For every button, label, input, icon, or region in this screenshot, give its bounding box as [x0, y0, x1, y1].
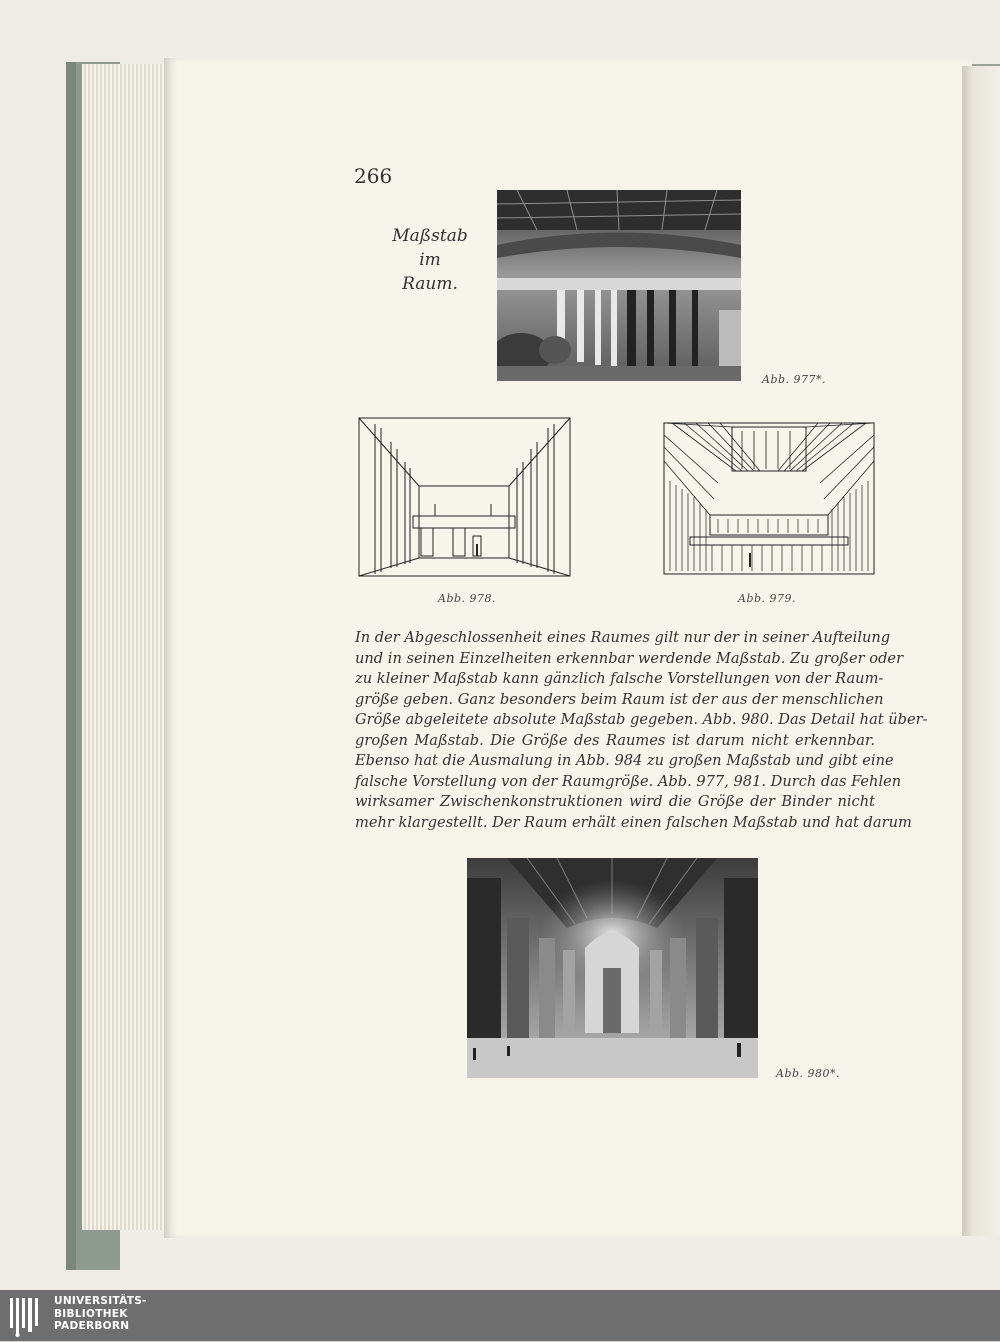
library-logo-icon [8, 1294, 48, 1338]
library-name-line: BIBLIOTHEK [54, 1307, 128, 1320]
page-number: 266 [354, 164, 393, 188]
library-name-line: PADERBORN [54, 1320, 130, 1332]
figure-979-caption: Abb. 979. [738, 592, 797, 605]
figure-979-drawing [662, 421, 876, 576]
figure-978-caption: Abb. 978. [438, 592, 497, 605]
body-paragraph [355, 628, 928, 833]
text-line: Größe abgeleitete absolute Maßstab gegeben. Abb. 980. Das Detail hat über- [355, 711, 928, 728]
text-line: und in seinen Einzelheiten erkennbar werdende Maßstab. Zu großer oder [355, 649, 904, 667]
text-line: wirksamer Zwischenkonstruktionen wird die Größe der Binder nicht [355, 793, 875, 810]
text-line: zu kleiner Maßstab kann gänzlich falsche Vorstellungen von der Raum- [355, 670, 884, 687]
figure-980-caption: Abb. 980*. [776, 1067, 841, 1080]
page-stack [82, 64, 168, 1230]
text-line: größe geben. Ganz besonders beim Raum ist der aus der menschlichen [355, 690, 884, 708]
text-line: In der Abgeschlossenheit eines Raumes gilt nur der in seiner Aufteilung [355, 629, 891, 646]
margin-heading-line: Maßstab [392, 226, 468, 246]
text-line: großen Maßstab. Die Größe des Raumes ist darum nicht erkennbar. [355, 731, 875, 749]
figure-977-caption: Abb. 977*. [762, 373, 827, 386]
text-line: falsche Vorstellung von der Raumgröße. Abb. 977, 981. Durch das Fehlen [355, 772, 902, 790]
text-line: Ebenso hat die Ausmalung in Abb. 984 zu großen Maßstab und gibt eine [355, 752, 894, 769]
figure-978-drawing [357, 416, 572, 578]
text-line: mehr klargestellt. Der Raum erhält einen falschen Maßstab und hat darum [355, 813, 912, 831]
library-footer [0, 1290, 1000, 1341]
margin-heading-line: im [419, 250, 441, 270]
figure-977-photo [497, 190, 741, 381]
book-cover-edge [66, 62, 76, 1270]
page-gutter [962, 66, 1000, 1236]
library-name-line: UNIVERSITÄTS- [54, 1295, 147, 1307]
figure-980-photo [467, 858, 758, 1078]
library-name [54, 1295, 147, 1333]
margin-heading [380, 224, 480, 296]
margin-heading-line: Raum. [402, 274, 458, 294]
